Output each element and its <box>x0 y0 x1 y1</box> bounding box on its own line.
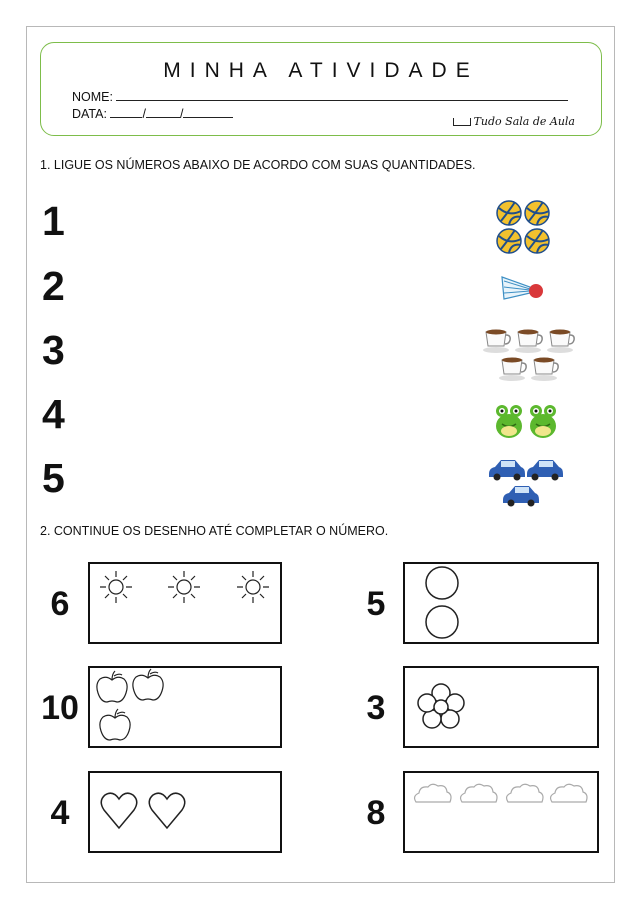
number-8: 8 <box>366 794 386 832</box>
apple-icon <box>100 709 130 740</box>
cloud-icon <box>461 784 497 802</box>
number-6: 6 <box>50 585 70 623</box>
volleyball-group[interactable] <box>495 199 553 255</box>
volleyball-icon <box>497 229 521 253</box>
date-separator: / <box>142 107 146 121</box>
shuttlecock-icon[interactable] <box>500 271 546 305</box>
name-field <box>72 89 568 104</box>
coffee-cup-icon <box>483 330 510 354</box>
flower-icon <box>416 682 466 732</box>
date-label: DATA: <box>72 107 107 121</box>
heart-icon <box>149 793 185 828</box>
apple-drawings <box>96 668 168 744</box>
number-3: 3 <box>42 327 65 373</box>
coffee-cup-icon <box>547 330 574 354</box>
volleyball-icon <box>525 201 549 225</box>
car-icon <box>489 460 525 481</box>
car-group[interactable] <box>487 456 567 506</box>
sun-drawings <box>98 570 274 606</box>
cloud-icon <box>551 784 587 802</box>
frog-icon <box>530 405 556 438</box>
apple-icon <box>97 671 127 702</box>
cloud-drawings <box>412 782 592 808</box>
number-3: 3 <box>366 689 386 727</box>
name-line[interactable] <box>116 89 568 101</box>
number-5: 5 <box>42 455 65 501</box>
date-separator: / <box>179 107 184 121</box>
instruction-2: 2. CONTINUE OS DESENHO ATÉ COMPLETAR O NÚMERO. <box>40 524 389 538</box>
sun-icon <box>168 571 200 603</box>
date-month-line[interactable] <box>146 106 180 118</box>
coffee-cup-group[interactable] <box>482 328 578 386</box>
header-box <box>40 42 602 136</box>
car-icon <box>503 486 539 507</box>
frog-group[interactable] <box>493 402 559 440</box>
date-year-line[interactable] <box>183 106 233 118</box>
circle-drawings <box>422 564 464 642</box>
date-day-line[interactable] <box>110 106 142 118</box>
number-5: 5 <box>366 585 386 623</box>
instruction-1: 1. LIGUE OS NÚMEROS ABAIXO DE ACORDO COM SUAS QUANTIDADES. <box>40 158 476 172</box>
car-icon <box>527 460 563 481</box>
coffee-cup-icon <box>515 330 542 354</box>
circle-icon <box>426 567 458 599</box>
coffee-cup-icon <box>531 358 558 382</box>
page-title: MINHA ATIVIDADE <box>163 59 479 82</box>
number-4: 4 <box>42 391 65 437</box>
sun-icon <box>237 571 269 603</box>
brand-text: Tudo Sala de Aula <box>473 115 575 128</box>
volleyball-icon <box>525 229 549 253</box>
name-label: NOME: <box>72 90 113 104</box>
frog-icon <box>496 405 522 438</box>
apple-icon <box>133 669 163 700</box>
number-2: 2 <box>42 263 65 309</box>
book-icon <box>453 118 471 126</box>
volleyball-icon <box>497 201 521 225</box>
date-field <box>72 106 233 121</box>
coffee-cup-icon <box>499 358 526 382</box>
number-4: 4 <box>50 794 70 832</box>
sun-icon <box>100 571 132 603</box>
heart-drawings <box>100 790 190 832</box>
cloud-icon <box>507 784 543 802</box>
circle-icon <box>426 606 458 638</box>
heart-icon <box>101 793 137 828</box>
number-10: 10 <box>41 689 79 727</box>
number-1: 1 <box>42 198 65 244</box>
page-border <box>26 26 615 883</box>
cloud-icon <box>415 784 451 802</box>
brand-logo <box>453 115 575 128</box>
